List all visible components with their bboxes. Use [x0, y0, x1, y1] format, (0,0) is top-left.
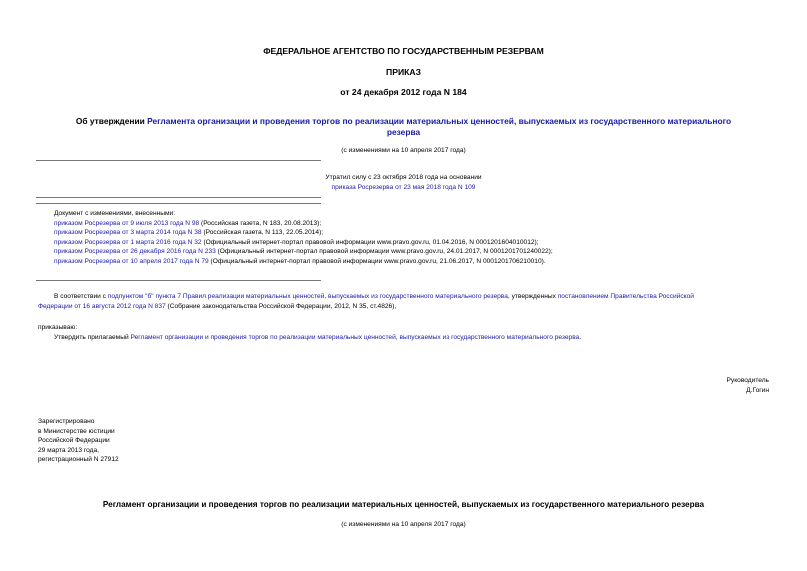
divider	[36, 160, 321, 161]
order-word: приказываю:	[38, 324, 78, 331]
reglament-edition-note: (с изменениями на 10 апреля 2017 года)	[341, 521, 466, 528]
signature-position: Руководитель	[726, 377, 769, 384]
title-link[interactable]: Регламента организации и проведения торгов по реализации материальных ценностей, выпускаемых из государственного материального	[147, 116, 732, 126]
preamble-text: , утвержденных	[507, 293, 558, 300]
amendment-item	[54, 238, 553, 248]
amendment-item	[54, 257, 553, 267]
expired-text: Утратил силу с 23 октября 2018 года на основании	[325, 174, 482, 181]
title-prefix: Об утверждении	[75, 116, 148, 126]
signature-block	[727, 376, 769, 395]
amendment-item	[54, 228, 553, 238]
registration-line: Зарегистрировано	[38, 418, 95, 425]
registration-line: Российской Федерации	[38, 437, 110, 445]
amendment-source: (Российская газета, N 183, 20.08.2013);	[199, 219, 322, 227]
amendment-link[interactable]: приказом Росрезерва от 26 декабря 2016 года N 233	[54, 248, 216, 256]
amendment-item	[54, 219, 553, 229]
reglament-link[interactable]: Регламент организации и проведения торгов по реализации материальных ценностей, выпускаемых из государственного материального резерва	[130, 334, 580, 341]
amendment-source: (Официальный интернет-портал правовой информации www.pravo.gov.ru, 21.06.2017, N 0001201706210010).	[208, 257, 546, 265]
order-text: Утвердить прилагаемый	[54, 334, 131, 341]
resolution-link-continued[interactable]: Федерации от 16 августа 2012 года N 837	[38, 302, 166, 310]
divider	[36, 203, 321, 204]
registration-block	[38, 417, 119, 465]
registration-line: в Министерстве юстиции	[38, 427, 115, 435]
rules-link[interactable]: подпунктом "б" пункта 7 Правил реализации материальных ценностей, выпускаемых из государственного материального резерва	[107, 293, 508, 300]
amendment-source: (Российская газета, N 113, 22.05.2014);	[201, 229, 324, 237]
amendment-item	[54, 247, 553, 257]
registration-line: 29 марта 2013 года,	[38, 446, 99, 454]
order-clause	[54, 333, 581, 343]
amendments-block	[54, 209, 553, 267]
signature-name: Д.Гогин	[746, 386, 769, 394]
amendment-link[interactable]: приказом Росрезерва от 9 июля 2013 года N 98	[54, 219, 200, 227]
expired-link[interactable]: приказа Росрезерва от 23 мая 2018 года N 109	[331, 184, 476, 191]
divider	[36, 197, 321, 198]
resolution-link[interactable]: постановлением Правительства Российской	[557, 293, 694, 300]
preamble	[38, 292, 774, 311]
divider	[36, 280, 321, 281]
amendment-link[interactable]: приказом Росрезерва от 10 апреля 2017 года N 79	[54, 257, 209, 265]
order-text: .	[579, 334, 582, 341]
title-link-continued[interactable]: резерва	[386, 126, 421, 137]
preamble-source: (Собрание законодательства Российской Федерации, 2012, N 35, ст.4826),	[165, 302, 397, 310]
reglament-title: Регламент организации и проведения торгов по реализации материальных ценностей, выпускаемых из государственного материального резерва	[102, 500, 705, 509]
document-date: от 24 декабря 2012 года N 184	[340, 87, 467, 97]
registration-line: регистрационный N 27912	[38, 456, 119, 464]
preamble-text: В соответствии с	[54, 293, 108, 300]
amendment-link[interactable]: приказом Росрезерва от 1 марта 2016 года N 32	[54, 238, 202, 246]
amendment-source: (Официальный интернет-портал правовой информации www.pravo.gov.ru, 01.04.2016, N 0001201604010012);	[201, 238, 539, 246]
amendment-source: (Официальный интернет-портал правовой информации www.pravo.gov.ru, 24.01.2017, N 0001201701240022);	[215, 248, 553, 256]
document-title	[0, 116, 807, 137]
document-type: ПРИКАЗ	[386, 67, 421, 77]
amendments-heading: Документ с изменениями, внесенными:	[54, 210, 176, 217]
amendment-link[interactable]: приказом Росрезерва от 3 марта 2014 года N 38	[54, 229, 202, 237]
agency-name: ФЕДЕРАЛЬНОЕ АГЕНТСТВО ПО ГОСУДАРСТВЕННЫМ РЕЗЕРВАМ	[263, 46, 544, 56]
edition-note: (с изменениями на 10 апреля 2017 года)	[341, 147, 466, 154]
